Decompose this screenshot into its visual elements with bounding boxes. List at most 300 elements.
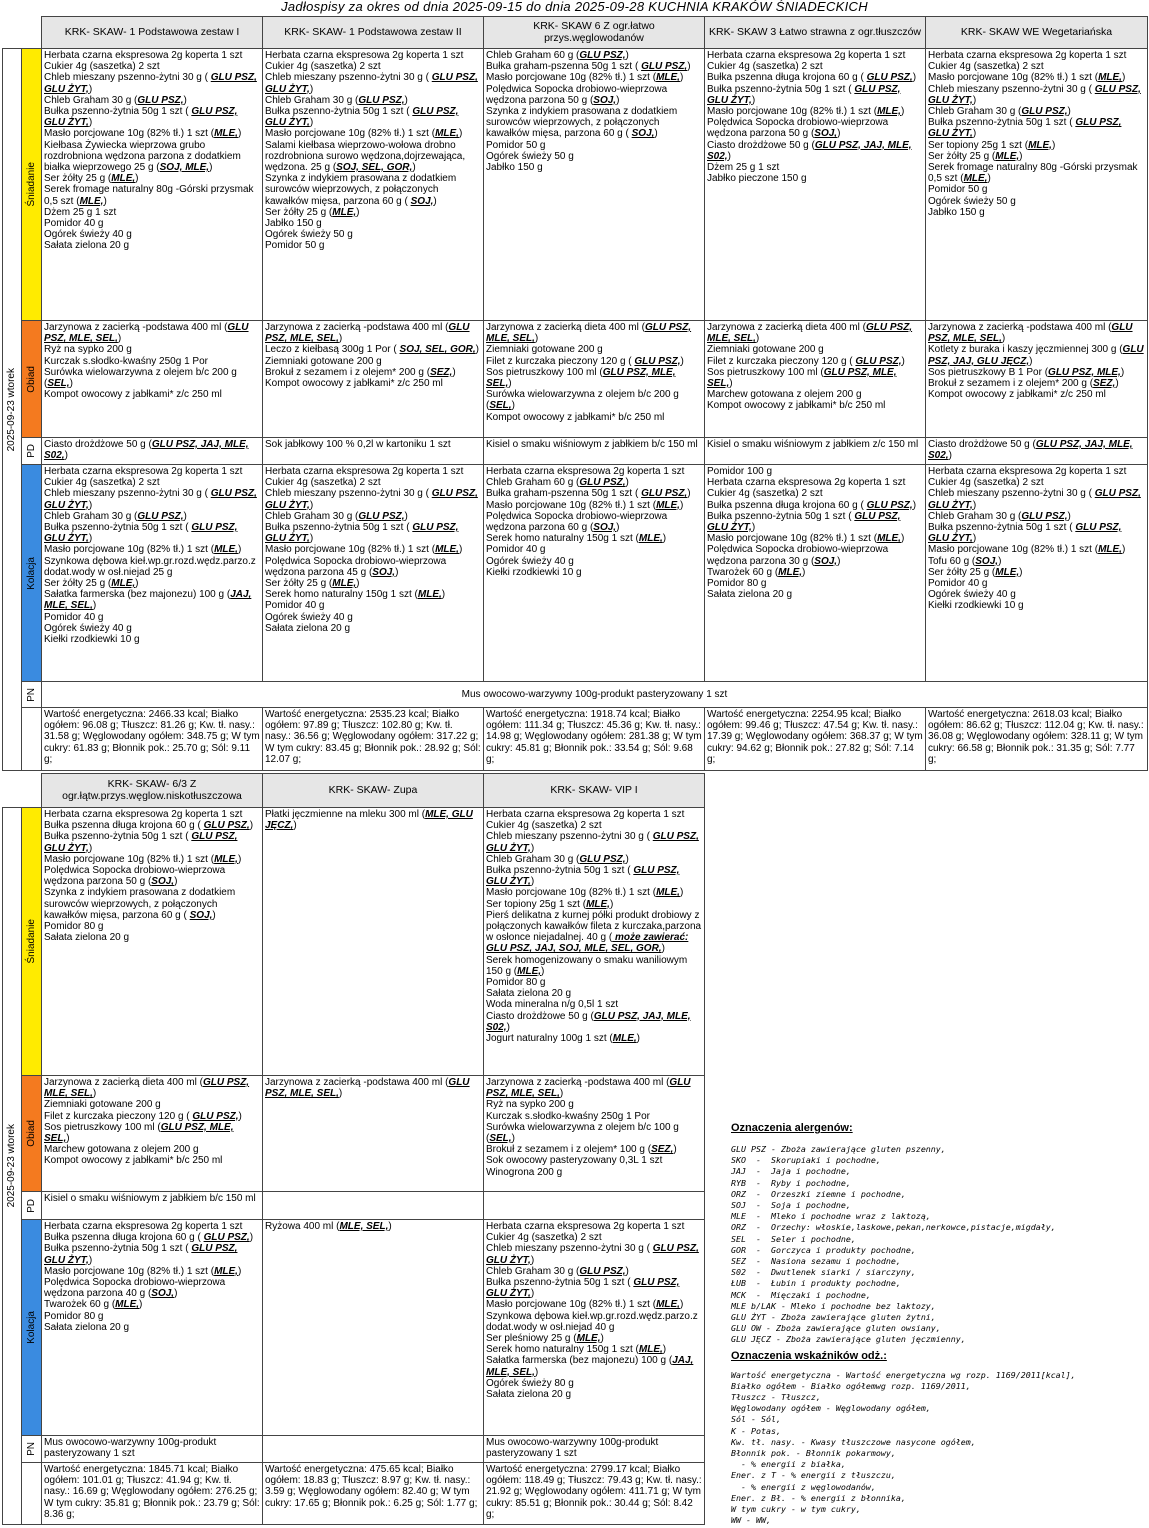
menu-item: Serek homo naturalny 150g 1 szt (MLE,) — [265, 589, 446, 601]
menu-item: Ser żółty 25 g (MLE,) — [928, 566, 1023, 578]
allergen-codes: JAJ, MLE, SEL, — [44, 589, 252, 612]
legend-line: SKO - Skorupiaki i pochodne, — [731, 1155, 881, 1166]
meal-cell — [484, 1220, 705, 1436]
menu-item: Chleb mieszany pszenno-żytni 30 g ( GLU PSZ, GLU ŻYT,) — [44, 488, 257, 511]
allergen-codes: GLU PSZ, — [641, 61, 688, 73]
allergen-codes: GLU PSZ, GLU ŻYT, — [486, 1243, 699, 1266]
menu-item: Woda mineralna n/g 0,5l 1 szt — [486, 999, 619, 1011]
menu-item: Herbata czarna ekspresowa 2g koperta 1 szt — [44, 466, 243, 477]
meal-cell — [42, 49, 263, 321]
menu-item: Masło porcjowane 10g (82% tł.) 1 szt (MLE,) — [265, 544, 463, 556]
menu-item: Bułka pszenno-żytnia 50g 1 szt ( GLU PSZ, GLU ŻYT,) — [44, 831, 238, 854]
menu-item: Ryżowa 400 ml (MLE, SEL,) — [265, 1221, 392, 1232]
meal-cell — [42, 1192, 263, 1220]
allergen-codes: GLU PSZ, JAJ, GLU JĘCZ, — [928, 344, 1144, 367]
allergen-codes: GLU PSZ, MLE, SEL, — [44, 322, 249, 345]
menu-item: Sałatka farmerska (bez majonezu) 100 g (JAJ, MLE, SEL,) — [486, 1355, 694, 1378]
nutrition-summary: Wartość energetyczna: 2535.23 kcal; Białko ogółem: 97.89 g; Tłuszcz: 102.80 g; Kw. tł. nasy.: 36.56 g; Węglowodany ogółem: 317.22 g; W tym cukry: 83.45 g; Błonnik pok.: 28.92 g; Sól: 12.07 g; — [263, 708, 484, 771]
allergen-codes: SOJ, — [593, 522, 617, 534]
menu-item: Masło porcjowane 10g (82% tł.) 1 szt (MLE,) — [928, 544, 1126, 556]
menu-item: Jabłko pieczone 150 g — [707, 173, 807, 185]
menu-item: Bułka graham-pszenna 50g 1 szt ( GLU PSZ,) — [486, 488, 691, 500]
legend-line: GLU PSZ - Zboża zawierające gluten pszenny, — [731, 1144, 946, 1154]
allergen-codes: GLU PSZ, — [579, 1265, 626, 1277]
meal-cell — [42, 438, 263, 465]
allergen-codes: MLE, — [214, 1265, 238, 1277]
menu-item: Kurczak s.słodko-kwaśny 250g 1 Por — [44, 355, 208, 367]
menu-item: Chleb Graham 30 g (GLU PSZ,) — [486, 1265, 629, 1277]
legend-line: MLE b/LAK - Mleko i pochodne bez laktozy, — [731, 1300, 936, 1311]
legend-line: RYB - Ryby i pochodne, — [731, 1177, 851, 1188]
allergen-codes: GLU PSZ, — [866, 72, 913, 84]
menu-item: Surówka wielowarzywna z olejem b/c 100 g (SEL,) — [486, 1121, 679, 1145]
menu-item: Brokuł z sezamem i z olejem* 200 g (SEZ,) — [265, 366, 456, 378]
allergen-codes: GLU PSZ, — [866, 499, 913, 511]
legend-line: GLU ŻYT - Zboża zawierające gluten żytni, — [731, 1312, 936, 1323]
menu-item: Chleb Graham 60 g (GLU PSZ,) — [486, 477, 629, 489]
meal-cell — [484, 808, 705, 1076]
allergen-codes: GLU PSZ, GLU ŻYT, — [928, 117, 1122, 140]
menu-item: Twarożek 60 g (MLE,) — [707, 566, 806, 578]
menu-item: Chleb Graham 30 g (GLU PSZ,) — [44, 94, 187, 106]
indicators-list — [731, 1370, 1146, 1527]
menu-item: Sałata zielona 20 g — [44, 1321, 130, 1333]
menu-item: Cukier 4g (saszetka) 2 szt — [486, 1232, 602, 1244]
allergen-codes: MLE, — [656, 499, 680, 511]
allergen-codes: GLU PSZ, GLU ŻYT, — [44, 106, 238, 129]
menu-item: Herbata czarna ekspresowa 2g koperta 1 szt — [44, 809, 243, 820]
menu-item: Bułka pszenno-żytnia 50g 1 szt ( GLU PSZ, GLU ŻYT,) — [707, 83, 901, 106]
menu-item: Filet z kurczaka pieczony 120 g ( GLU PSZ,) — [486, 355, 684, 367]
meal-label-pn: PN — [22, 682, 42, 708]
menu-item: Ogórek świeży 40 g — [928, 589, 1016, 601]
allergen-codes: MLE, — [656, 1299, 680, 1311]
allergen-codes: GLU PSZ, JAJ, MLE, S02, — [44, 439, 249, 462]
legend-line: Tłuszcz - Tłuszcz, — [731, 1392, 821, 1403]
meal-cell — [263, 1192, 484, 1220]
menu-item: Chleb mieszany pszenno-żytni 30 g ( GLU PSZ, GLU ŻYT,) — [928, 83, 1141, 106]
menu-item: Chleb Graham 30 g (GLU PSZ,) — [265, 94, 408, 106]
menu-item: Herbata czarna ekspresowa 2g koperta 1 szt — [44, 1221, 243, 1232]
menu-item: Ciasto drożdżowe 50 g (GLU PSZ, JAJ, MLE, S02,) — [44, 439, 249, 462]
menu-item: Pomidor 100 g — [707, 466, 773, 477]
menu-item: Marchew gotowana z olejem 200 g — [44, 1144, 199, 1156]
page-title: Jadłospisy za okres od dnia 2025-09-15 do dnia 2025-09-28 KUCHNIA KRAKÓW ŚNIADECKICH — [281, 0, 868, 14]
nutrition-summary: Wartość energetyczna: 1845.71 kcal; Białko ogółem: 101.01 g; Tłuszcz: 41.94 g; Kw. tł. nasy.: 16.69 g; Węglowodany ogółem: 276.25 g; W tym cukry: 35.81 g; Błonnik pok.: 23.79 g; Sól: 8.36 g; — [42, 1463, 263, 1525]
menu-item: Chleb mieszany pszenno-żytni 30 g ( GLU PSZ, GLU ŻYT,) — [265, 72, 478, 95]
menu-item: Bułka pszenno-żytnia 50g 1 szt ( GLU PSZ, GLU ŻYT,) — [44, 522, 238, 545]
menu-item: Winogrona 200 g — [486, 1166, 563, 1178]
menu-item: Ziemniaki gotowane 200 g — [265, 355, 382, 367]
allergen-codes: GLU PSZ, — [203, 820, 250, 832]
diet-header: KRK- SKAW- 1 Podstawowa zestaw II — [263, 17, 484, 49]
allergen-codes: GLU PSZ, — [579, 853, 626, 865]
menu-item: Ogórek świeży 50 g — [265, 229, 353, 241]
allergen-codes: GLU PSZ, GLU ŻYT, — [265, 488, 478, 511]
menu-item: Chleb mieszany pszenno-żytni 30 g ( GLU PSZ, GLU ŻYT,) — [486, 831, 699, 854]
menu-item: Kurczak s.słodko-kwaśny 250g 1 Por — [486, 1110, 650, 1122]
nutrition-summary: Wartość energetyczna: 2618.03 kcal; Białko ogółem: 86.62 g; Tłuszcz: 112.04 g; Kw. tł. nasy.: 36.08 g; Węglowodany ogółem: 328.11 g; W tym cukry: 66.58 g; Błonnik pok.: 31.35 g; Sól: 7.77 g; — [926, 708, 1148, 771]
meal-cell — [263, 1076, 484, 1192]
allergen-codes: GLU PSZ, GLU ŻYT, — [44, 72, 257, 95]
meal-cell — [263, 1220, 484, 1436]
menu-item: Masło porcjowane 10g (82% tł.) 1 szt (MLE,) — [486, 72, 684, 84]
legend-line: ŁUB - Łubin i produkty pochodne, — [731, 1278, 901, 1289]
allergen-codes: GLU PSZ, GLU ŻYT, — [486, 831, 699, 854]
allergen-codes: GLU PSZ, MLE, SEL, — [707, 322, 913, 345]
meal-cell — [263, 1436, 484, 1463]
menu-item: Herbata czarna ekspresowa 2g koperta 1 szt — [265, 466, 464, 477]
allergen-codes: MLE, — [111, 173, 136, 185]
legend-line: ORZ - Orzeszki ziemne i pochodne, — [731, 1188, 906, 1199]
allergen-codes: GLU PSZ, — [137, 94, 184, 106]
allergen-codes: MLE, — [586, 898, 610, 910]
menu-item: Herbata czarna ekspresowa 2g koperta 1 szt — [486, 466, 685, 477]
allergen-codes: SEZ, — [651, 1144, 674, 1156]
menu-item: Kotlety z buraka i kaszy jęczmiennej 300 g (GLU PSZ, JAJ, GLU JĘCZ,) — [928, 344, 1144, 367]
menu-item: Kisiel o smaku wiśniowym z jabłkiem z/c 150 ml — [707, 439, 919, 450]
menu-item: Bułka pszenna długa krojona 60 g ( GLU PSZ,) — [707, 72, 917, 84]
menu-item: Chleb mieszany pszenno-żytni 30 g ( GLU PSZ, GLU ŻYT,) — [44, 72, 257, 95]
menu-item: Szynka z indykiem prasowana z dodatkiem surowców wieprzowych, z połączonych kawałków mięsa, parzona 60 g ( SOJ,) — [44, 887, 236, 921]
allergen-codes: MLE, — [435, 128, 459, 140]
allergen-codes: GLU PSZ, GLU ŻYT, — [707, 510, 901, 534]
allergen-codes: MLE, — [115, 1299, 140, 1311]
allergen-codes: MLE, — [995, 150, 1020, 162]
menu-item: Masło porcjowane 10g (82% tł.) 1 szt (MLE,) — [928, 72, 1126, 84]
menu-item: Polędwica Sopocka drobiowo-wieprzowa wędzona parzona 50 g (SOJ,) — [486, 83, 668, 106]
meal-cell — [263, 808, 484, 1076]
allergen-codes: GLU PSZ, — [634, 355, 681, 367]
menu-item: Chleb Graham 30 g (GLU PSZ,) — [486, 853, 629, 865]
menu-item: Ogórek świeży 50 g — [928, 195, 1016, 207]
allergen-codes: GLU PSZ, JAJ, MLE, S02, — [486, 1010, 691, 1033]
meal-cell — [263, 465, 484, 682]
allergen-codes: MLE, — [517, 965, 542, 977]
menu-item: Kompot owocowy z jabłkami* b/c 250 ml — [486, 411, 665, 423]
legend-line: JAJ - Jaja i pochodne, — [731, 1166, 851, 1177]
menu-item: Masło porcjowane 10g (82% tł.) 1 szt (MLE,) — [44, 1265, 242, 1277]
menu-item: Masło porcjowane 10g (82% tł.) 1 szt (MLE,) — [486, 1299, 684, 1311]
allergen-codes: MLE, — [638, 533, 663, 545]
menu-item: Marchew gotowana z olejem 200 g — [707, 389, 862, 401]
menu-item: Kompot owocowy z jabłkami* z/c 250 ml — [44, 389, 222, 401]
menu-item: Polędwica Sopocka drobiowo-wieprzowa wędzona parzona 60 g (SOJ,) — [486, 510, 668, 534]
menu-item: Kompot owocowy z jabłkami* z/c 250 ml — [928, 389, 1106, 401]
allergen-codes: MLE, — [1028, 139, 1052, 151]
menu-item: Herbata czarna ekspresowa 2g koperta 1 szt — [44, 50, 243, 61]
nutrition-summary: Wartość energetyczna: 2254.95 kcal; Białko ogółem: 99.46 g; Tłuszcz: 47.54 g; Kw. tł. nasy.: 17.39 g; Węglowodany ogółem: 368.37 g; W tym cukry: 94.62 g; Błonnik pok.: 27.82 g; Sól: 7.14 g; — [705, 708, 926, 771]
diet-header: KRK- SKAW- 1 Podstawowa zestaw I — [42, 17, 263, 49]
meal-cell — [484, 321, 705, 438]
menu-item: Cukier 4g (saszetka) 2 szt — [44, 477, 160, 489]
menu-item: Bułka pszenno-żytnia 50g 1 szt ( GLU PSZ, GLU ŻYT,) — [265, 106, 459, 129]
allergen-codes: MLE, — [332, 206, 357, 218]
allergen-codes: GLU PSZ, GLU ŻYT, — [928, 83, 1141, 106]
meal-cell — [263, 49, 484, 321]
menu-item: Jarzynowa z zacierką -podstawa 400 ml (GLU PSZ, MLE, SEL,) — [486, 1077, 691, 1100]
meal-cell — [926, 438, 1148, 465]
allergen-codes: GLU PSZ, MLE, SEL, — [486, 366, 676, 390]
meal-cell — [263, 321, 484, 438]
menu-item: Kisiel o smaku wiśniowym z jabłkiem b/c 150 ml — [486, 439, 698, 450]
allergen-codes: GLU PSZ, — [1021, 106, 1068, 118]
allergen-codes: GLU PSZ, — [641, 488, 688, 500]
allergen-codes: GLU PSZ, MLE, SEL, — [265, 322, 470, 345]
legend-line: Węglowodany ogółem - Węglowodany ogółem, — [731, 1403, 931, 1414]
menu-item: Serek homogenizowany o smaku waniliowym 150 g (MLE,) — [486, 954, 688, 977]
allergen-codes: SOJ, SEL, GOR, — [399, 344, 476, 356]
legend-line: - % energii z białka, — [731, 1459, 846, 1470]
allergen-codes: SEL, — [489, 1133, 512, 1145]
menu-item: Brokuł z sezamem i z olejem* 200 g (SEZ,) — [928, 378, 1119, 390]
menu-item: Filet z kurczaka pieczony 120 g ( GLU PSZ,) — [707, 355, 905, 367]
nutrition-summary: Wartość energetyczna: 2799.17 kcal; Białko ogółem: 118.49 g; Tłuszcz: 79.43 g; Kw. tł. nasy.: 21.92 g; Węglowodany ogółem: 411.71 g; W tym cukry: 85.51 g; Błonnik pok.: 30.44 g; Sól: 8.42 g; — [484, 1463, 705, 1525]
allergen-codes: MLE, — [995, 566, 1020, 578]
menu-item: Herbata czarna ekspresowa 2g koperta 1 szt — [486, 1221, 685, 1232]
menu-item: Chleb mieszany pszenno-żytni 30 g ( GLU PSZ, GLU ŻYT,) — [928, 488, 1141, 511]
allergen-codes: GLU PSZ, MLE, SEL, — [265, 1077, 470, 1100]
menu-item: Ciasto drożdżowe 50 g (GLU PSZ, JAJ, MLE, S02,) — [928, 439, 1133, 462]
meal-label-breakfast: Śniadanie — [22, 49, 42, 321]
legend-line: SOJ - Soja i pochodne, — [731, 1200, 851, 1211]
menu-item: Dżem 25 g 1 szt — [44, 206, 117, 218]
allergen-codes: GLU PSZ, — [192, 1110, 239, 1122]
allergen-codes: MLE, — [417, 589, 442, 601]
menu-item: Herbata czarna ekspresowa 2g koperta 1 szt — [928, 466, 1127, 477]
allergen-codes: MLE, — [656, 72, 680, 84]
menu-item: Ser żółty 25 g (MLE,) — [44, 173, 139, 185]
allergens-list — [731, 1144, 1146, 1346]
menu-item: Bułka pszenno-żytnia 50g 1 szt ( GLU PSZ, GLU ŻYT,) — [707, 510, 901, 534]
allergen-codes: GLU PSZ, — [855, 355, 902, 367]
allergen-codes: GLU PSZ, GLU ŻYT, — [265, 522, 459, 545]
menu-item: Jarzynowa z zacierką -podstawa 400 ml (GLU PSZ, MLE, SEL,) — [265, 1077, 470, 1100]
meal-cell — [42, 465, 263, 682]
allergen-codes: SOJ, SEL, GOR, — [336, 162, 413, 174]
allergen-codes: GLU PSZ, — [137, 510, 184, 522]
legend-line: MLE - Mleko i pochodne wraz z laktozą, — [731, 1211, 931, 1222]
menu-item: Chleb Graham 30 g (GLU PSZ,) — [928, 106, 1071, 118]
meal-label-pd: PD — [22, 438, 42, 465]
menu-item: Pomidor 80 g — [44, 921, 104, 933]
menu-item: Ogórek świeży 40 g — [44, 622, 132, 634]
allergen-codes: GLU PSZ, MLE, — [1048, 366, 1121, 378]
meal-cell — [926, 465, 1148, 682]
menu-item: Twarożek 60 g (MLE,) — [44, 1299, 143, 1311]
legend-line: SEZ - Nasiona sezamu i pochodne, — [731, 1256, 901, 1267]
allergen-codes: MLE, — [963, 173, 988, 185]
menu-item: Herbata czarna ekspresowa 2g koperta 1 szt — [707, 477, 906, 489]
allergen-codes: SOJ, — [151, 876, 175, 888]
menu-item: Ciasto drożdżowe 50 g (GLU PSZ, JAJ, MLE, S02,) — [707, 139, 912, 162]
legend-line: GLU OW - Zboża zawierające gluten owsiany, — [731, 1323, 941, 1334]
legend-line: S02 - Dwutlenek siarki / siarczyny, — [731, 1267, 916, 1278]
menu-item: Sok jabłkowy 100 % 0,2l w kartoniku 1 szt — [265, 439, 451, 450]
allergen-codes: SOJ, — [372, 566, 396, 578]
menu-item: Cukier 4g (saszetka) 2 szt — [928, 61, 1044, 73]
allergen-codes: GLU PSZ, JAJ, MLE, S02, — [707, 139, 912, 162]
meal-cell — [42, 1220, 263, 1436]
menu-item: Kisiel o smaku wiśniowym z jabłkiem b/c 150 ml — [44, 1193, 256, 1204]
menu-item: Polędwica Sopocka drobiowo-wieprzowa wędzona parzona 30 g (SOJ,) — [707, 544, 889, 567]
allergen-codes: MLE, GLU JĘCZ, — [265, 809, 473, 832]
menu-item: Bułka pszenna długa krojona 60 g ( GLU PSZ,) — [44, 820, 254, 832]
legend-line: Kw. tł. nasy. - Kwasy tłuszczowe nasycone ogółem, — [731, 1436, 976, 1447]
menu-item: Pomidor 50 g — [265, 240, 325, 252]
menu-item: Pomidor 40 g — [265, 600, 325, 612]
menu-item: Cukier 4g (saszetka) 2 szt — [265, 477, 381, 489]
menu-item: Ser żółty 25 g (MLE,) — [265, 578, 360, 590]
meal-cell — [263, 438, 484, 465]
meal-cell — [484, 1076, 705, 1192]
meal-cell — [42, 1436, 263, 1463]
menu-item: Bułka pszenna długa krojona 60 g ( GLU PSZ,) — [44, 1232, 254, 1244]
allergen-codes: MLE, — [214, 128, 238, 140]
menu-table-1 — [2, 16, 1148, 771]
menu-item: Jarzynowa z zacierką -podstawa 400 ml (GLU PSZ, MLE, SEL,) — [44, 322, 249, 345]
legend-line: Błonnik pok. - Błonnik pokarmowy, — [731, 1448, 896, 1459]
menu-item: Bułka pszenno-żytnia 50g 1 szt ( GLU PSZ, GLU ŻYT,) — [928, 117, 1122, 140]
legend-line: Ener. z Bł. - % energii z błonnika, — [731, 1492, 906, 1503]
menu-item: Cukier 4g (saszetka) 2 szt — [265, 61, 381, 73]
allergen-codes: GLU PSZ, GLU ŻYT, — [486, 865, 680, 888]
menu-item: Serek fromage naturalny 80g -Górski przysmak 0,5 szt (MLE,) — [44, 184, 254, 207]
menu-item: Pomidor 40 g — [928, 578, 988, 590]
allergen-codes: GLU PSZ, JAJ, MLE, S02, — [928, 439, 1133, 462]
allergen-codes: MLE, — [1098, 544, 1122, 556]
menu-item: Sałata zielona 20 g — [44, 240, 130, 252]
menu-item: Salami kiełbasa wieprzowo-wołowa drobno rozdrobniona surowo wędzona,dojrzewająca, wędzona. 25 g (SOJ, SEL, GOR,) — [265, 139, 466, 174]
legend-line: Białko ogółem - Białko ogółemwg rozp. 1169/2011, — [731, 1380, 971, 1391]
menu-item: Chleb Graham 30 g (GLU PSZ,) — [265, 510, 408, 522]
menu-item: Bułka pszenno-żytnia 50g 1 szt ( GLU PSZ, GLU ŻYT,) — [486, 865, 680, 888]
meal-label-lunch: Obiad — [22, 321, 42, 438]
menu-item: Sałata zielona 20 g — [44, 932, 130, 944]
menu-item: Kompot owocowy z jabłkami* b/c 250 ml — [707, 400, 886, 412]
meal-cell-pn: Mus owocowo-warzywny 100g-produkt pasteryzowany 1 szt — [42, 682, 1148, 708]
menu-item: Ogórek świeży 40 g — [44, 229, 132, 241]
allergen-codes: może zawierać: GLU PSZ, JAJ, SOJ, MLE, SEL, GOR, — [486, 932, 689, 955]
menu-item: Ziemniaki gotowane 200 g — [44, 1099, 161, 1111]
menu-item: Pomidor 80 g — [486, 977, 546, 989]
menu-item: Kiełbasa Żywiecka wieprzowa grubo rozdrobniona wędzona parzona z dodatkiem białka wieprzowego 25 g (SOJ, MLE,) — [44, 139, 241, 174]
menu-item: Bułka pszenno-żytnia 50g 1 szt ( GLU PSZ, GLU ŻYT,) — [486, 1277, 680, 1300]
menu-item: Bułka pszenno-żytnia 50g 1 szt ( GLU PSZ, GLU ŻYT,) — [44, 1243, 238, 1266]
allergen-codes: JAJ, MLE, SEL, — [486, 1355, 694, 1378]
allergen-codes: MLE, — [576, 1333, 601, 1345]
menu-item: Chleb mieszany pszenno-żytni 30 g ( GLU PSZ, GLU ŻYT,) — [486, 1243, 699, 1266]
menu-item: Pierś delikatna z kurnej półki produkt drobiowy z połączonych kawałków fileta z kurczaka,parzona w osłonce niejadalnej. 40 g ( może zawierać: GLU PSZ, JAJ, SOJ, MLE, SEL, GOR,) — [486, 909, 702, 955]
legend-line: Ener. z T - % energii z tłuszczu, — [731, 1470, 896, 1481]
meal-cell — [484, 49, 705, 321]
meal-cell — [705, 438, 926, 465]
menu-item: Kiełki rzodkiewki 10 g — [928, 600, 1024, 612]
menu-item: Herbata czarna ekspresowa 2g koperta 1 szt — [486, 809, 685, 820]
allergen-codes: GLU PSZ, GLU ŻYT, — [44, 488, 257, 511]
legend-line: K - Potas, — [731, 1425, 781, 1436]
meal-cell — [484, 438, 705, 465]
menu-item: Ogórek świeży 40 g — [486, 555, 574, 567]
allergen-codes: GLU PSZ, GLU ŻYT, — [265, 72, 478, 95]
meal-cell — [705, 465, 926, 682]
menu-item: Szynkowa dębowa kieł.wp.gr.rozd.wędz.parzo.z dodat.wody w osł.niejad 40 g — [486, 1310, 698, 1333]
menu-item: Pomidor 40 g — [486, 544, 546, 556]
menu-item: Sałata zielona 20 g — [265, 622, 351, 634]
allergen-codes: GLU PSZ, GLU ŻYT, — [928, 522, 1122, 545]
menu-item: Jarzynowa z zacierką -podstawa 400 ml (GLU PSZ, MLE, SEL,) — [265, 322, 470, 345]
menu-item: Bułka pszenna długa krojona 60 g ( GLU PSZ,) — [707, 499, 917, 511]
allergen-codes: MLE, — [214, 544, 238, 556]
menu-item: Płatki jęczmienne na mleku 300 ml (MLE, GLU JĘCZ,) — [265, 809, 473, 832]
menu-item: Chleb Graham 30 g (GLU PSZ,) — [44, 510, 187, 522]
menu-item: Polędwica Sopocka drobiowo-wieprzowa wędzona parzona 45 g (SOJ,) — [265, 555, 447, 578]
menu-item: Pomidor 80 g — [44, 1310, 104, 1322]
allergen-codes: MLE, — [778, 566, 803, 578]
menu-item: Cukier 4g (saszetka) 2 szt — [486, 820, 602, 832]
nutrition-summary: Wartość energetyczna: 1918.74 kcal; Białko ogółem: 111.34 g; Tłuszcz: 45.36 g; Kw. tł. nasy.: 14.98 g; Węglowodany ogółem: 281.38 g; W tym cukry: 45.81 g; Błonnik pok.: 33.54 g; Sól: 9.68 g; — [484, 708, 705, 771]
menu-item: Sok owocowy pasteryzowany 0,3L 1 szt — [486, 1155, 663, 1167]
menu-item: Serek homo naturalny 150g 1 szt (MLE,) — [486, 533, 667, 545]
meal-label-pd: PD — [22, 1192, 42, 1220]
menu-item: Ogórek świeży 80 g — [486, 1377, 574, 1389]
allergen-codes: SOJ, — [189, 909, 213, 921]
allergen-codes: MLE, — [111, 578, 136, 590]
menu-item: Pomidor 50 g — [486, 139, 546, 151]
allergen-codes: SOJ, — [410, 195, 434, 207]
menu-item: Szynka z indykiem prasowana z dodatkiem surowców wieprzowych, z połączonych kawałków mięsa, parzona 60 g ( SOJ,) — [265, 173, 457, 207]
menu-item: Szynka z indykiem prasowana z dodatkiem surowców wieprzowych, z połączonych kawałków mięsa, parzona 60 g ( SOJ,) — [486, 106, 678, 140]
allergen-codes: SOJ, MLE, — [159, 162, 210, 174]
menu-item: Jarzynowa z zacierką dieta 400 ml (GLU PSZ, MLE, SEL,) — [707, 322, 913, 345]
legend-line: SEL - Seler i pochodne, — [731, 1233, 856, 1244]
meal-label-breakfast: Śniadanie — [22, 808, 42, 1076]
allergen-codes: GLU PSZ, GLU ŻYT, — [707, 83, 901, 106]
menu-table-2 — [2, 773, 705, 1525]
allergen-codes: GLU PSZ, — [358, 94, 405, 106]
menu-item: Masło porcjowane 10g (82% tł.) 1 szt (MLE,) — [44, 853, 242, 865]
menu-item: Bułka pszenno-żytnia 50g 1 szt ( GLU PSZ, GLU ŻYT,) — [265, 522, 459, 545]
menu-item: Bułka pszenno-żytnia 50g 1 szt ( GLU PSZ, GLU ŻYT,) — [928, 522, 1122, 545]
menu-item: Jogurt naturalny 100g 1 szt (MLE,) — [486, 1033, 640, 1045]
allergen-codes: MLE, SEL, — [339, 1221, 389, 1232]
menu-item: Pomidor 50 g — [928, 184, 988, 196]
menu-item: Dżem 25 g 1 szt — [707, 162, 780, 174]
legend-line: W tym cukry - w tym cukry, — [731, 1504, 861, 1515]
legend-line: Wartość energetyczna - Wartość energetyczna wg rozp. 1169/2011[kcal], — [731, 1369, 1076, 1380]
legend-line: Sól - Sól, — [731, 1414, 781, 1425]
menu-item: Ogórek świeży 40 g — [265, 611, 353, 623]
menu-item: Ser topiony 25g 1 szt (MLE,) — [928, 139, 1056, 151]
menu-item: Ser żółty 25 g (MLE,) — [928, 150, 1023, 162]
allergen-codes: MLE, — [612, 1033, 637, 1045]
legend-line: ORZ - Orzechy: włoskie,laskowe,pekan,nerkowce,pistacje,migdały, — [731, 1222, 1056, 1233]
menu-item: Ryż na sypko 200 g — [44, 344, 132, 356]
diet-header: KRK- SKAW 3 Łatwo strawna z ogr.tłuszczów — [705, 17, 926, 49]
menu-item: Kompot owocowy z jabłkami* z/c 250 ml — [265, 378, 443, 390]
meal-cell — [484, 465, 705, 682]
diet-header: KRK- SKAW 6 Z ogr.łatwo przys.węglowodanów — [484, 17, 705, 49]
menu-item: Polędwica Sopocka drobiowo-wieprzowa wędzona parzona 50 g (SOJ,) — [44, 865, 226, 888]
menu-item: Cukier 4g (saszetka) 2 szt — [707, 61, 823, 73]
menu-item: Jarzynowa z zacierką -podstawa 400 ml (GLU PSZ, MLE, SEL,) — [928, 322, 1133, 345]
menu-item: Masło porcjowane 10g (82% tł.) 1 szt (MLE,) — [707, 106, 905, 118]
allergen-codes: GLU PSZ, GLU ŻYT, — [44, 831, 238, 854]
menu-item: Ciasto drożdżowe 50 g (GLU PSZ, JAJ, MLE, S02,) — [486, 1010, 691, 1033]
menu-item: Cukier 4g (saszetka) 2 szt — [44, 61, 160, 73]
menu-item: Polędwica Sopocka drobiowo-wieprzowa wędzona parzona 40 g (SOJ,) — [44, 1277, 226, 1300]
menu-item: Masło porcjowane 10g (82% tł.) 1 szt (MLE,) — [44, 544, 242, 556]
